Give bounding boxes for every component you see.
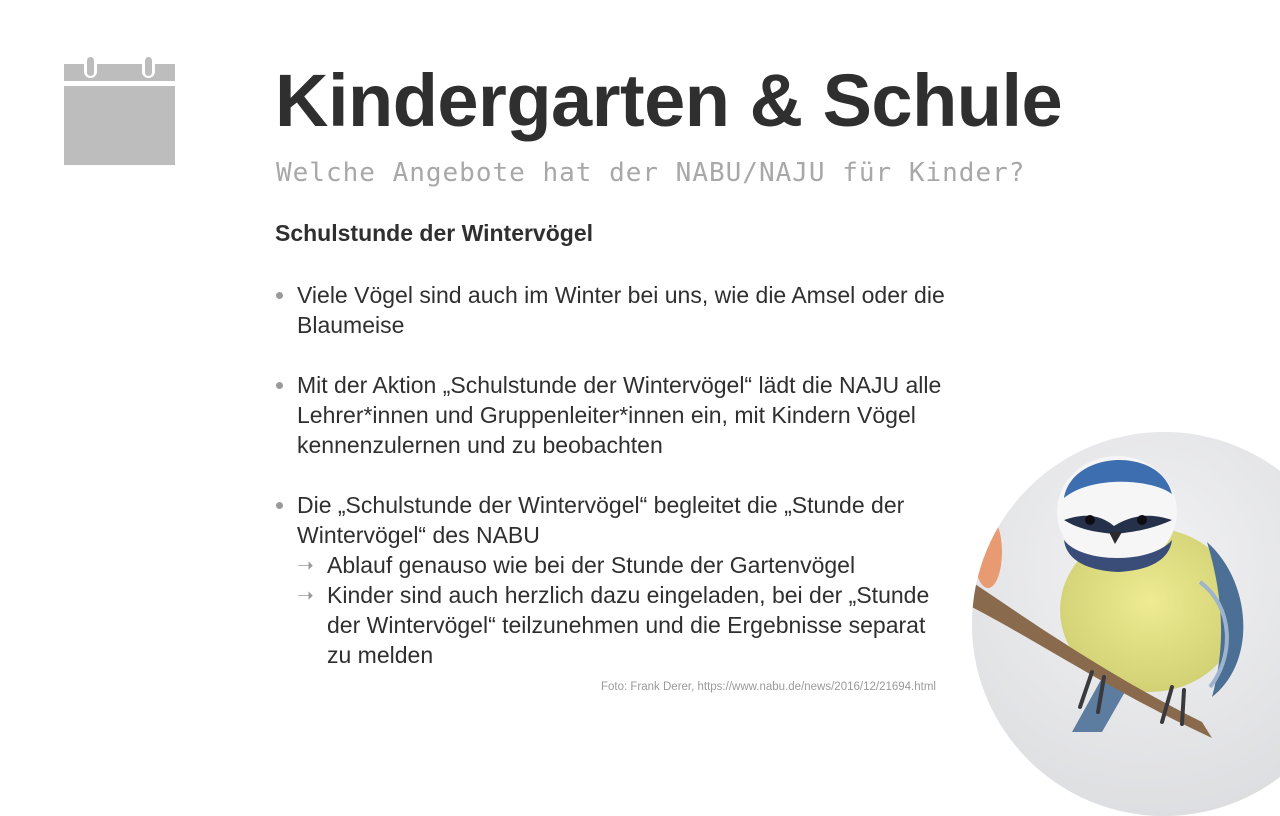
sub-bullet-list (297, 550, 937, 670)
slide-title: Kindergarten & Schule (275, 59, 1063, 142)
bullet-text: Viele Vögel sind auch im Winter bei uns, wie die Amsel oder die Blaumeise (297, 282, 945, 338)
bullet-text: Die „Schulstunde der Wintervögel“ begleitet die „Stunde der Wintervögel“ des NABU (297, 492, 905, 548)
photo-credit: Foto: Frank Derer, https://www.nabu.de/news/2016/12/21694.html (601, 681, 936, 693)
bullet-list (275, 280, 1045, 670)
arrow-right-icon: ➝ (297, 553, 314, 577)
bullet-item (275, 280, 1045, 340)
bullet-item (275, 370, 1045, 460)
arrow-right-icon: ➝ (297, 583, 314, 607)
bullet-item (275, 490, 1045, 670)
sub-bullet-text: Ablauf genauso wie bei der Stunde der Gartenvögel (327, 552, 856, 578)
sub-bullet-text: Kinder sind auch herzlich dazu eingeladen, bei der „Stunde der Wintervögel“ teilzunehmen und die Ergebnisse separat zu melden (327, 582, 930, 668)
calendar-icon (64, 54, 176, 166)
sub-bullet-item (297, 580, 937, 670)
sub-bullet-item (297, 550, 937, 580)
bullet-text: Mit der Aktion „Schulstunde der Wintervögel“ lädt die NAJU alle Lehrer*innen und Gruppenleiter*innen ein, mit Kindern Vögel kennenzulernen und zu beobachten (297, 372, 942, 458)
section-heading: Schulstunde der Wintervögel (275, 220, 594, 246)
slide-subtitle: Welche Angebote hat der NABU/NAJU für Kinder? (276, 158, 1026, 188)
